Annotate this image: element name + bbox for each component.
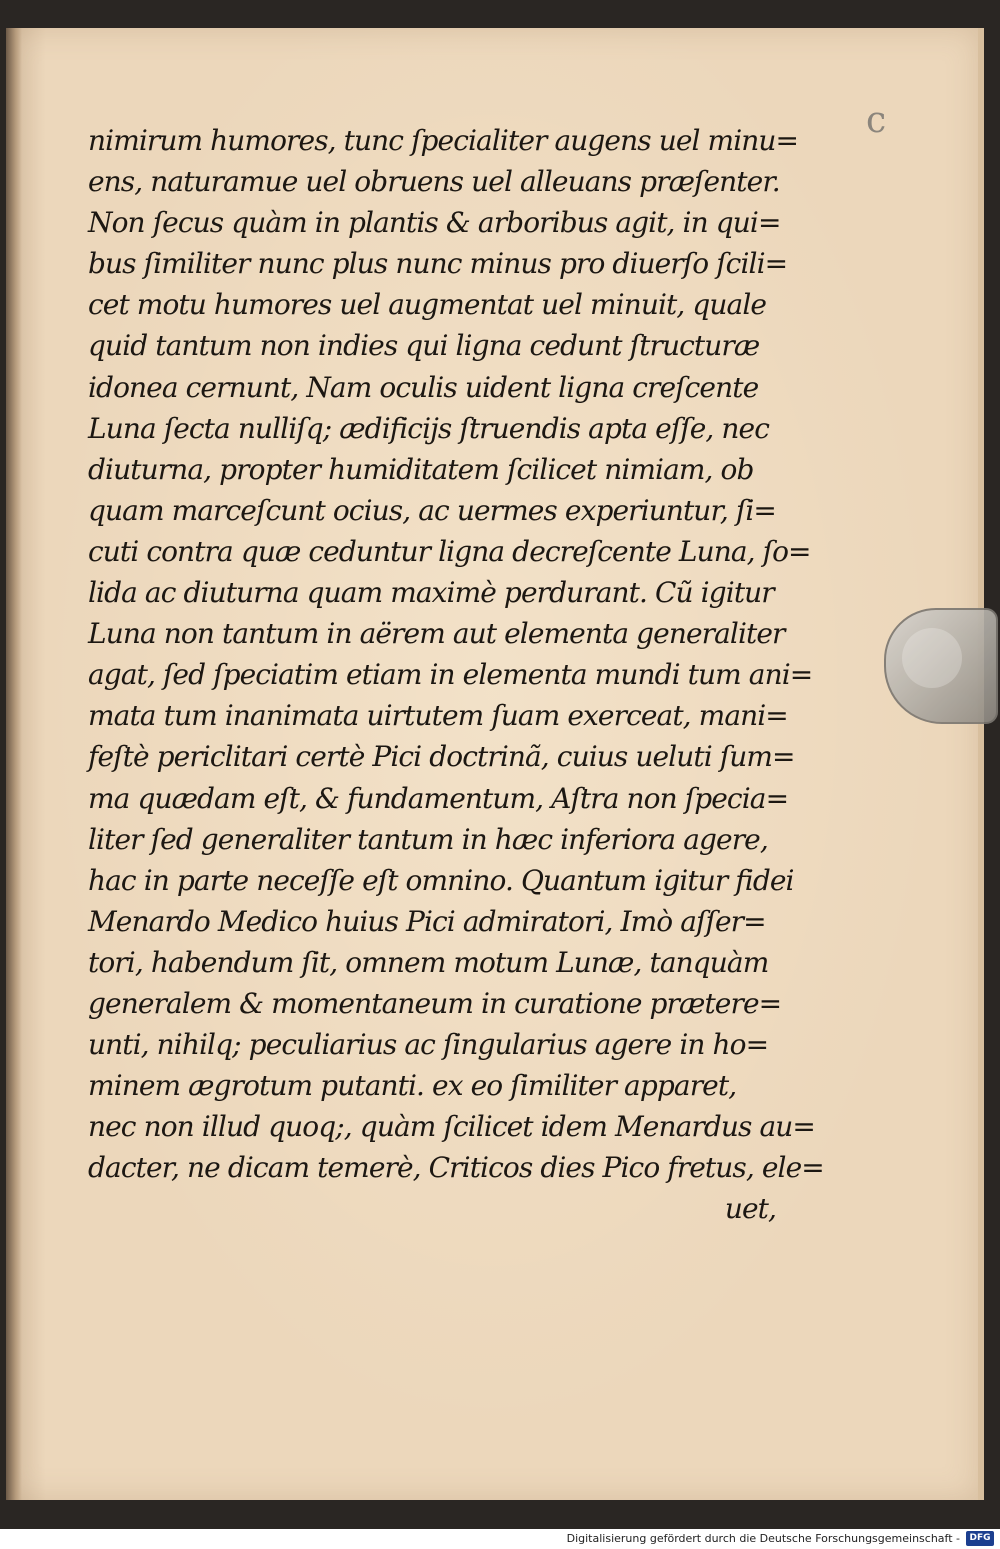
text-line: agat, ſed ſpeciatim etiam in elementa mundi tum ani= [88,658,813,692]
text-line: minem ægrotum putanti. ex eo ſimiliter apparet, [88,1069,737,1103]
catchword: uet, [724,1192,776,1226]
text-line: generalem & momentaneum in curatione prætere= [88,986,782,1020]
text-line: cuti contra quæ ceduntur ligna decreſcente Luna, ſo= [88,534,811,568]
text-line: dacter, ne dicam temerè, Criticos dies Pico fretus, ele= [88,1151,824,1185]
text-line: mata tum inanimata uirtutem ſuam exerceat, mani= [88,699,788,733]
funding-credit: Digitalisierung gefördert durch die Deutsche Forschungsgemeinschaft - [566,1532,960,1545]
text-line: Menardo Medico huius Pici admiratori, Imò aſſer= [88,904,766,938]
text-line: lida ac diuturna quam maximè perdurant. Cũ igitur [88,576,774,610]
text-line: unti, nihilq; peculiarius ac ſingularius agere in ho= [88,1028,769,1062]
dfg-logo: DFG [966,1531,994,1546]
text-line: Non ſecus quàm in plantis & arboribus agit, in qui= [88,206,781,240]
text-line: ma quædam eſt, & fundamentum, Aſtra non ſpecia= [88,781,789,815]
text-line: idonea cernunt, Nam oculis uident ligna creſcente [88,370,759,404]
text-line: ens, naturamue uel obruens uel alleuans præſenter. [88,165,780,199]
text-line: diuturna, propter humiditatem ſcilicet nimiam, ob [88,452,754,486]
page-clip [884,608,998,724]
page-gutter [6,28,22,1500]
text-line: quid tantum non indies qui ligna cedunt ſtructuræ [88,329,760,363]
footer-bar [0,1529,1000,1549]
text-line: quam marceſcunt ocius, ac uermes experiuntur, ſi= [88,493,776,527]
text-line: feſtè periclitari certè Pici doctrinã, cuius ueluti ſum= [88,740,795,774]
text-line: cet motu humores uel augmentat uel minuit, quale [88,288,767,322]
text-line: bus ſimiliter nunc plus nunc minus pro diuerſo ſcili= [88,247,788,281]
margin-mark: c [866,100,887,141]
text-line: liter ſed generaliter tantum in hæc inferiora agere, [88,822,768,856]
text-line: hac in parte neceſſe eſt omnino. Quantum igitur fidei [88,863,794,897]
text-line: tori, habendum ſit, omnem motum Lunæ, tanquàm [88,945,769,979]
text-line: Luna ſecta nulliſq; ædificijs ſtruendis apta eſſe, nec [88,411,769,445]
text-line: nec non illud quoq;, quàm ſcilicet idem Menardus au= [88,1110,815,1144]
text-line: nimirum humores, tunc ſpecialiter augens uel minu= [88,124,799,157]
text-line: Luna non tantum in aërem aut elementa generaliter [88,617,785,651]
page-text [88,120,824,1230]
